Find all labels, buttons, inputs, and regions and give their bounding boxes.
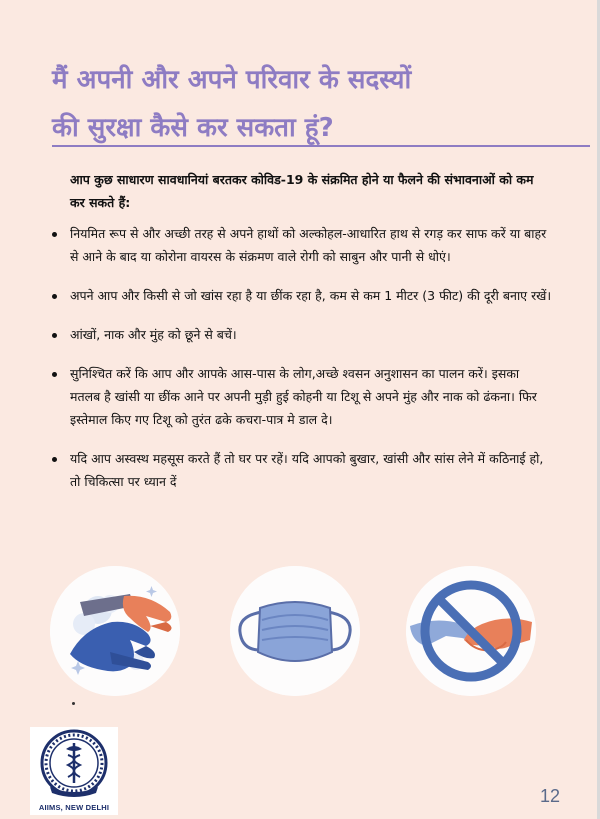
hand-washing-icon <box>50 566 180 696</box>
aiims-emblem-icon <box>30 727 118 799</box>
page-number: 12 <box>540 786 561 806</box>
face-mask-illustration <box>230 566 360 696</box>
list-item <box>52 362 552 431</box>
no-handshake-icon <box>406 566 536 696</box>
list-item-text: नियमित रूप से और अच्छी तरह से अपने हाथों को अल्कोहल-आधारित हाथ से रगड़ कर साफ करें या बाहर से आने के बाद या कोरोना वायरस के संक्रमण वाले रोगी को साबुन और पानी से धोएं। <box>70 226 547 264</box>
hand-washing-illustration <box>50 566 180 696</box>
bullet-icon <box>52 372 57 377</box>
list-item-text: आंखों, नाक और मुंह को छूने से बचें। <box>70 327 237 342</box>
bullet-icon <box>52 294 57 299</box>
list-item <box>52 222 552 268</box>
precautions-list <box>52 222 552 509</box>
stray-dot <box>72 702 75 705</box>
list-item <box>52 323 552 346</box>
no-handshake-illustration <box>406 566 536 696</box>
list-item-text: सुनिश्चित करें कि आप और आपके आस-पास के लोग,अच्छे श्वसन अनुशासन का पालन करें। इसका मतलब है खांसी या छींक आने पर अपनी मुड़ी हुई कोहनी या टिशू से अपने मुंह और नाक को ढंकना। फिर इस्तेमाल किए गए टिशू को तुरंत ढके कचरा-पात्र मे डाल दे। <box>70 366 537 427</box>
title-line-2: की सुरक्षा कैसे कर सकता हूं? <box>52 113 334 143</box>
list-item-text: अपने आप और किसी से जो खांस रहा है या छींक रहा है, कम से कम 1 मीटर (3 फीट) की दूरी बनाए रखें। <box>70 288 552 303</box>
list-item <box>52 447 552 493</box>
aiims-logo <box>30 727 118 815</box>
list-item-text: यदि आप अस्वस्थ महसूस करते हैं तो घर पर रहें। यदि आपको बुखार, खांसी और सांस लेने में कठिनाई हो, तो चिकित्सा पर ध्यान दें <box>70 451 544 489</box>
logo-caption: AIIMS, NEW DELHI <box>38 803 110 812</box>
bullet-icon <box>52 333 57 338</box>
intro-paragraph: आप कुछ साधारण सावधानियां बरतकर कोविड-19 के संक्रमित होने या फैलने की संभावनाओं को कम कर सकते हैं: <box>70 172 534 210</box>
list-item <box>52 284 552 307</box>
bullet-icon <box>52 232 57 237</box>
bullet-icon <box>52 457 57 462</box>
face-mask-icon <box>230 566 360 696</box>
page-title <box>52 56 572 152</box>
title-line-1: मैं अपनी और अपने परिवार के सदस्यों <box>52 65 412 95</box>
title-divider <box>52 145 590 147</box>
